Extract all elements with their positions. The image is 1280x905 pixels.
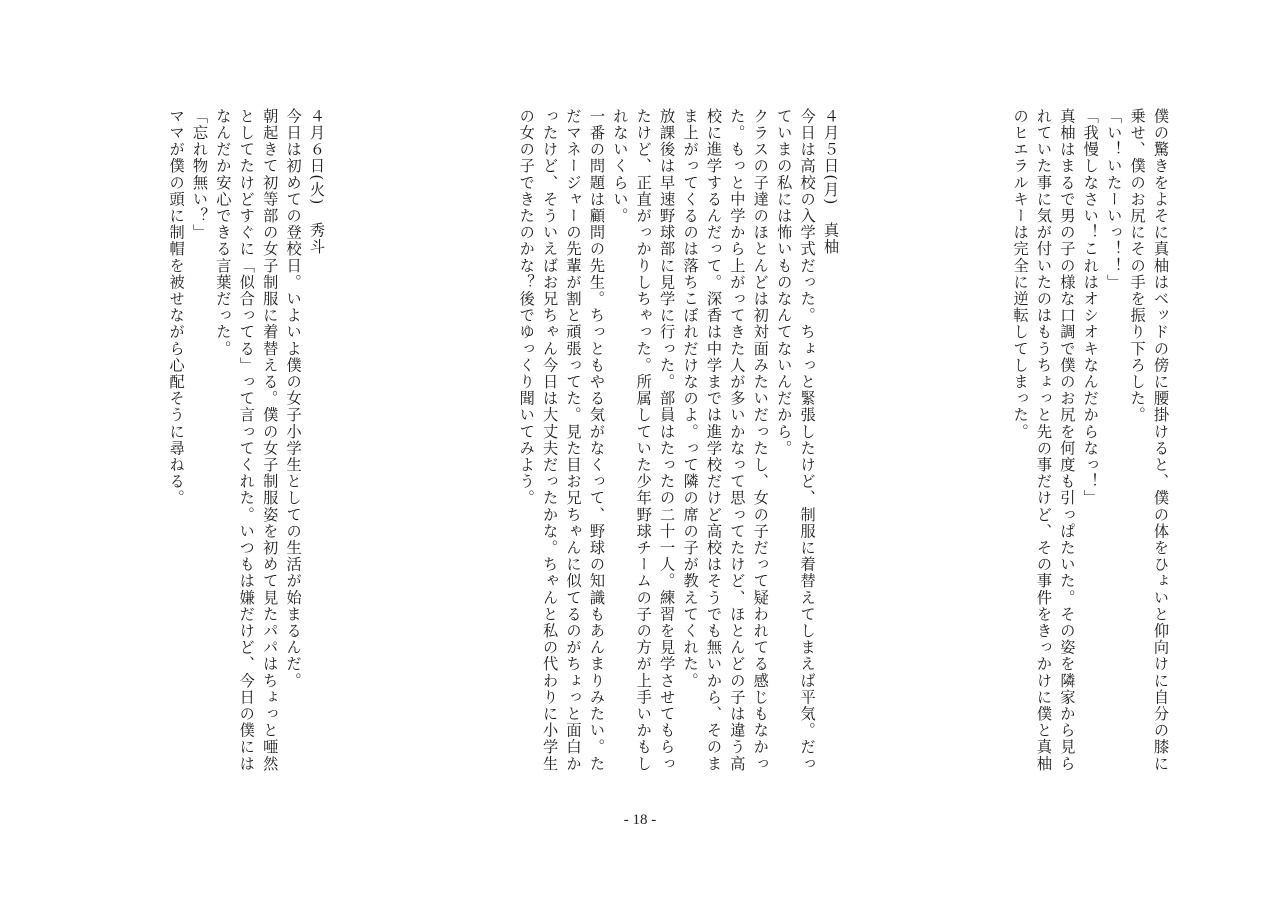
story-line: 乗せ、僕のお尻にその手を振り下ろした。 [1128,108,1147,424]
diary-line: としてたけどすぐに「似合ってる」って言ってくれた。いつもは嫌だけど、今日の僕には [237,108,256,772]
diary-line: 「忘れ物無い？」 [190,108,209,241]
diary-line: の女の子できたのかな？後でゆっくり聞いてみよう。 [517,108,536,507]
story-line: 「我慢しなさい！これはオシオキなんだからなっ！」 [1081,108,1100,507]
story-intro-block [1008,108,1172,808]
diary-entry-header: ４月６日(火) 秀斗 [308,108,326,256]
diary-entry-april5 [514,108,842,808]
story-line: 「い！いたーいっ！！」 [1105,108,1124,291]
story-line: れていた事に気が付いたのはもうちょっと先の事だけど、その事件をきっかけに僕と真柚 [1034,108,1053,772]
diary-line: 校に進学するんだって。深香は中学までは進学校だけど高校はそうでも無いから、そのま [704,108,723,772]
diary-line: なんだか安心できる言葉だった。 [214,108,233,357]
story-line: のヒエラルキーは完全に逆転してしまった。 [1011,108,1030,440]
diary-entry-april6 [164,108,328,808]
story-line: 僕の驚きをよそに真柚はベッドの傍に腰掛けると、僕の体をひょいと仰向けに自分の膝に [1152,108,1170,772]
story-line: 真柚はまるで男の子の様な口調で僕のお尻を何度も引っぱたいた。その姿を隣家から見ら [1058,108,1077,772]
diary-line: ていまの私には怖いものなんてないんだから。 [775,108,794,457]
diary-line: 今日は初めての登校日。いよいよ僕の女子小学生としての生活が始まるんだ。 [284,108,303,689]
page-number: - 18 - [623,812,657,828]
diary-line: ったけど、そういえばお兄ちゃん今日は大丈夫だったかな。ちゃんと私の代わりに小学生 [541,108,560,772]
diary-line: 放課後は早速野球部に見学に行った。部員はたったの二十一人。練習を見学させてもらっ [658,108,677,772]
diary-line: 今日は高校の入学式だった。ちょっと緊張したけど、制服に着替えてしまえば平気。だっ [798,108,817,772]
diary-line: たけど、正直がっかりしちゃった。所属していた少年野球チームの子の方が上手いかもし [634,108,653,772]
diary-line: 一番の問題は顧問の先生。ちっともやる気がなくって、野球の知識もあんまりみたい。た [587,108,606,772]
diary-line: れないくらい。 [611,108,630,225]
diary-line: ママが僕の頭に制帽を被せながら心配そうに尋ねる。 [167,108,186,507]
diary-line: 朝起きて初等部の女子制服に着替える。僕の女子制服姿を初めて見たパパはちょっと唖然 [261,108,280,772]
diary-line: クラスの子達のほとんどは初対面みたいだったし、女の子だって疑われてる感じもなかっ [751,108,770,772]
diary-line: だマネージャーの先輩が割と頑張ってた。見た目お兄ちゃんに似てるのがちょっと面白か [564,108,583,772]
diary-line: ま上がってくるのは落ちこぼれだけなのよ。って隣の席の子が教えてくれた。 [681,108,700,689]
diary-entry-header: ４月５日(月) 真柚 [822,108,840,256]
diary-line: た。もっと中学から上がってきた人が多いかなって思ってたけど、ほとんどの子は違う高 [728,108,747,772]
